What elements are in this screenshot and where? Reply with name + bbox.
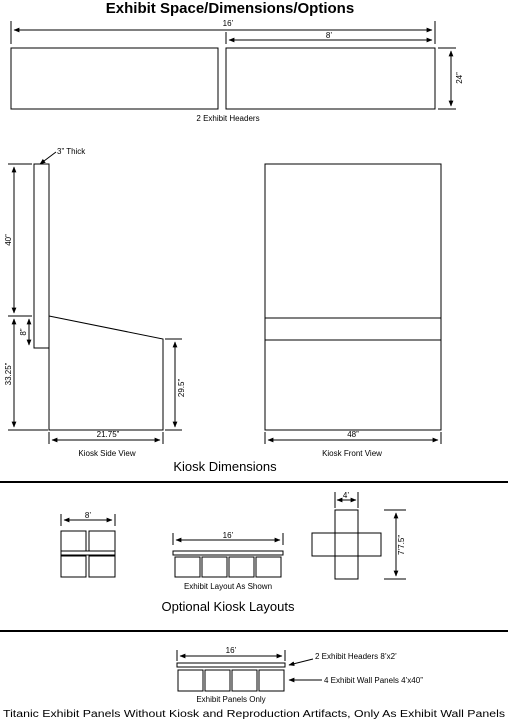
exhibit-header-left: [11, 48, 218, 109]
wall-panels-group: [177, 646, 423, 704]
page-title: Exhibit Space/Dimensions/Options: [105, 0, 355, 17]
kiosk-side-body: [49, 316, 163, 430]
front-width-label: 48”: [347, 430, 359, 439]
kiosk-side-view: [4, 147, 186, 458]
layout-square: [61, 511, 115, 577]
headers-total-width-label: 16’: [222, 19, 234, 28]
row-layout-caption: Exhibit Layout As Shown: [183, 582, 273, 591]
panels-note: 4 Exhibit Wall Panels 4’x40”: [324, 676, 423, 685]
side-view-caption: Kiosk Side View: [78, 449, 136, 458]
kiosk-dimensions-title: Kiosk Dimensions: [173, 459, 277, 474]
square-width-label: 8’: [84, 511, 92, 520]
exhibit-header-right: [226, 48, 435, 109]
slope-height-label: 8”: [19, 328, 28, 336]
header-height-label: 24”: [455, 72, 464, 84]
side-width-label: 21.75”: [96, 430, 120, 439]
header-panel-width-label: 8’: [325, 31, 333, 40]
upper-height-label: 40”: [4, 234, 13, 246]
cross-width-label: 4’: [342, 491, 350, 500]
layout-row: [173, 531, 283, 591]
headers-note: 2 Exhibit Headers 8’x2’: [315, 652, 397, 661]
counter-height-label: 29.5”: [177, 378, 186, 398]
cross-height-label: 7’7.5”: [397, 534, 406, 556]
panels-only-caption: Exhibit Panels Only: [196, 695, 266, 704]
layout-cross: [312, 491, 406, 579]
front-view-caption: Kiosk Front View: [322, 449, 382, 458]
footer-text: Titanic Exhibit Panels Without Kiosk and Reproduction Artifacts, Only As Exhibit Wall Panels: [3, 709, 505, 720]
wall-width-label: 16’: [225, 646, 237, 655]
exhibit-headers-group: [11, 19, 464, 123]
kiosk-back-panel: [34, 164, 49, 348]
lower-height-label: 33.25”: [4, 362, 13, 386]
row-width-label: 16’: [222, 531, 234, 540]
kiosk-front-body: [265, 164, 441, 430]
optional-layouts-title: Optional Kiosk Layouts: [161, 599, 295, 614]
headers-caption: 2 Exhibit Headers: [196, 114, 260, 123]
kiosk-front-view: [265, 164, 441, 458]
thickness-label: 3” Thick: [57, 147, 86, 156]
